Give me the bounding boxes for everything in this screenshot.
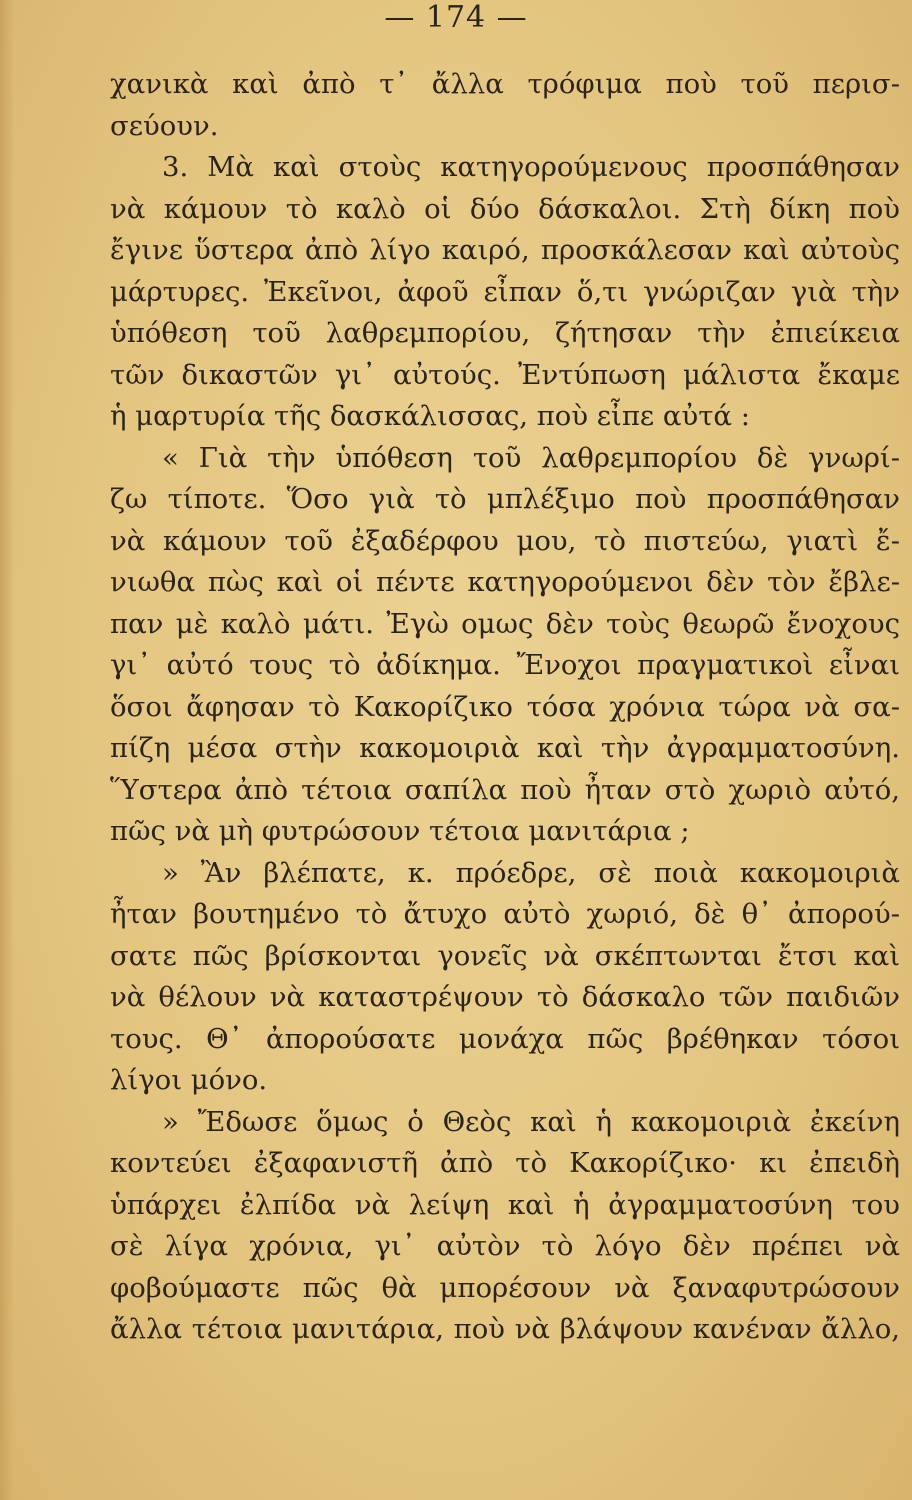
text-line: Ὕστερα ἀπὸ τέτοια σαπίλα ποὺ ἦταν στὸ χωριὸ αὐτό, [110,773,900,806]
text-line: ἡ μαρτυρία τῆς δασκάλισσας, ποὺ εἶπε αὐτά : [110,400,750,432]
text-line: λίγοι μόνο. [110,1064,268,1096]
text-line: ἦταν βουτημένο τὸ ἄτυχο αὐτὸ χωριό, δὲ θ᾽ ἀπορού- [110,898,900,930]
text-line: νὰ κάμουν τοῦ ἐξαδέρφου μου, τὸ πιστεύω, γιατὶ ἔ- [110,524,900,557]
page-number: — 174 — [384,0,528,35]
text-line: » Ἔδωσε ὅμως ὁ Θεὸς καὶ ἡ κακομοιριὰ ἐκείνη [162,1105,900,1138]
text-line: ζω τίποτε. Ὅσο γιὰ τὸ μπλέξιμο ποὺ προσπάθησαν [110,483,900,515]
page-edge-shadow [0,0,14,1500]
text-line: πῶς νὰ μὴ φυτρώσουν τέτοια μανιτάρια ; [110,815,690,847]
text-line: φοβούμαστε πῶς θὰ μπορέσουν νὰ ξαναφυτρώσουν [110,1271,900,1304]
text-line: νὰ θέλουν νὰ καταστρέψουν τὸ δάσκαλο τῶν παιδιῶν [110,981,900,1013]
text-line: μάρτυρες. Ἐκεῖνοι, ἀφοῦ εἶπαν ὅ,τι γνώριζαν γιὰ τὴν [110,275,900,308]
text-line: « Γιὰ τὴν ὑπόθεση τοῦ λαθρεμπορίου δὲ γνωρί- [162,441,900,474]
text-line: τους. Θ᾽ ἀπορούσατε μονάχα πῶς βρέθηκαν τόσοι [110,1022,900,1055]
text-line: χανικὰ καὶ ἀπὸ τ᾽ ἄλλα τρόφιμα ποὺ τοῦ περισ- [110,68,900,100]
text-line: τῶν δικαστῶν γι᾽ αὐτούς. Ἐντύπωση μάλιστα ἔκαμε [110,358,900,391]
text-line: νιωθα πὼς καὶ οἱ πέντε κατηγορούμενοι δὲν τὸν ἔβλε- [110,566,900,598]
text-line: » Ἂν βλέπατε, κ. πρόεδρε, σὲ ποιὰ κακομοιριὰ [162,856,900,889]
text-line: ὅσοι ἄφησαν τὸ Κακορίζικο τόσα χρόνια τώρα νὰ σα- [110,690,900,723]
body-text [110,64,900,1351]
text-line: γι᾽ αὐτό τους τὸ ἀδίκημα. Ἔνοχοι πραγματικοὶ εἶναι [110,649,900,681]
text-line: ὑπάρχει ἐλπίδα νὰ λείψη καὶ ἡ ἀγραμματοσύνη του [110,1188,900,1221]
text-line: σὲ λίγα χρόνια, γι᾽ αὐτὸν τὸ λόγο δὲν πρέπει νὰ [110,1230,900,1262]
text-line: ἔγινε ὕστερα ἀπὸ λίγο καιρό, προσκάλεσαν καὶ αὐτοὺς [110,234,900,266]
text-line: νὰ κάμουν τὸ καλὸ οἱ δύο δάσκαλοι. Στὴ δίκη ποὺ [110,192,900,225]
text-line: παν μὲ καλὸ μάτι. Ἐγὼ ομως δὲν τοὺς θεωρῶ ἔνοχους [110,607,900,640]
text-line: πίζη μέσα στὴν κακομοιριὰ καὶ τὴν ἀγραμματοσύνη. [110,732,900,764]
text-line: ὑπόθεση τοῦ λαθρεμπορίου, ζήτησαν τὴν ἐπιείκεια [110,317,900,349]
text-line: ἄλλα τέτοια μανιτάρια, ποὺ νὰ βλάψουν κανέναν ἄλλο, [110,1313,900,1345]
text-line: 3. Μὰ καὶ στοὺς κατηγορούμενους προσπάθησαν [162,151,900,183]
text-line: σεύουν. [110,109,219,142]
text-line: σατε πῶς βρίσκονται γονεῖς νὰ σκέπτωνται ἔτσι καὶ [110,939,900,972]
text-line: κοντεύει ἐξαφανιστῆ ἀπὸ τὸ Κακορίζικο· κι ἐπειδὴ [110,1147,900,1179]
